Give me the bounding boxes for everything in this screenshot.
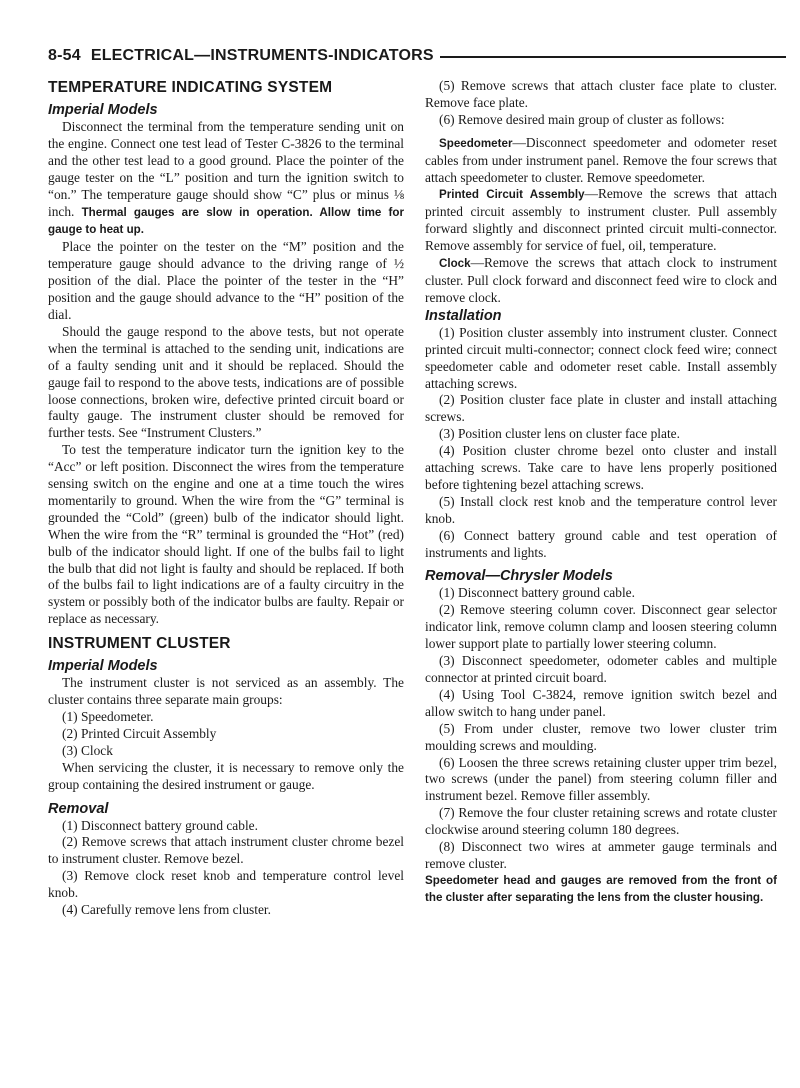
chrysler-step: (1) Disconnect battery ground cable.	[439, 585, 635, 601]
install-step: (5) Install clock rest knob and the temperature control lever knob.	[425, 493, 777, 526]
speedometer-paragraph	[425, 135, 777, 187]
header-rule	[440, 56, 786, 58]
subhead-installation: Installation	[425, 307, 502, 324]
subhead-imperial-models: Imperial Models	[48, 102, 158, 118]
removal-step: (5) Remove screws that attach cluster face plate to cluster. Remove face plate.	[425, 78, 777, 110]
chrysler-step: (8) Disconnect two wires at ammeter gauge terminals and remove cluster.	[425, 839, 777, 871]
subhead-cluster-imperial: Imperial Models	[48, 658, 158, 675]
clock-label: Clock	[439, 257, 471, 271]
page-header-title: ELECTRICAL—INSTRUMENTS-INDICATORS	[90, 47, 434, 64]
subhead-removal: Removal	[48, 800, 109, 817]
section-title-temperature: TEMPERATURE INDICATING SYSTEM	[48, 79, 333, 96]
page-header	[48, 44, 786, 68]
page-number: 8-54	[48, 47, 81, 64]
subhead-removal-chrysler: Removal—Chrysler Models	[425, 568, 613, 585]
group-item: (1) Speedometer.	[62, 709, 154, 724]
pca-paragraph	[425, 186, 777, 255]
install-step: (3) Position cluster lens on cluster face plate.	[439, 426, 680, 442]
cluster-paragraph-2: When servicing the cluster, it is necessary to remove only the group containing the desired instrument or gauge.	[48, 759, 404, 792]
install-step: (4) Position cluster chrome bezel onto cluster and install attaching screws. Take care to have lens properly positioned before tightening bezel attaching screws.	[425, 443, 777, 492]
temp-paragraph-2: Place the pointer on the tester on the “M” position and the temperature gauge should advance to the driving range of ½ position of the dial. Place the pointer of the tester in the “H” position and the gauge should advance to the “H” position of the dial.	[48, 239, 404, 322]
removal-step: (6) Remove desired main group of cluster as follows:	[439, 111, 725, 127]
speedometer-label: Speedometer	[439, 136, 513, 150]
install-step: (2) Position cluster face plate in cluster and install attaching screws.	[425, 392, 777, 425]
install-step: (6) Connect battery ground cable and test operation of instruments and lights.	[425, 527, 777, 560]
speedometer-text: —Disconnect speedometer and odometer reset cables from under instrument panel. Remove the four screws that attach speedometer to cluster. Remove speedometer.	[425, 134, 777, 185]
final-note: Speedometer head and gauges are removed from the front of the cluster after separating the lens from the cluster housing.	[425, 873, 777, 904]
group-item: (2) Printed Circuit Assembly	[62, 725, 217, 741]
chrysler-step: (7) Remove the four cluster retaining screws and rotate cluster clockwise around steering column 180 degrees.	[425, 805, 777, 838]
right-column	[425, 78, 777, 907]
removal-step: (1) Disconnect battery ground cable.	[62, 817, 258, 833]
removal-step: (3) Remove clock reset knob and temperature control level knob.	[48, 868, 404, 901]
chrysler-step: (4) Using Tool C-3824, remove ignition switch bezel and allow switch to hang under panel.	[425, 686, 777, 719]
group-item: (3) Clock	[62, 742, 113, 758]
clock-paragraph	[425, 255, 777, 307]
clock-text: —Remove the screws that attach clock to instrument cluster. Pull clock forward and disconnect feed wire to clock and remove clock.	[425, 255, 777, 305]
temp-paragraph-3: Should the gauge respond to the above tests, but not operate when the terminal is attached to the sending unit, indications are of a faulty sending unit and it should be replaced. Should the gauge fail to respond to the above tests, indications are of possible loose connections, broken wire, defective printed circuit board or faulty gauge. The instrument cluster should be removed for further tests. See “Instrument Clusters.”	[48, 323, 404, 441]
pca-label: Printed Circuit Assembly	[439, 188, 585, 202]
cluster-paragraph-1: The instrument cluster is not serviced as an assembly. The cluster contains three separate main groups:	[48, 675, 404, 708]
removal-step: (4) Carefully remove lens from cluster.	[62, 902, 271, 918]
chrysler-step: (3) Disconnect speedometer, odometer cables and multiple connector at printed circuit board.	[425, 653, 777, 685]
install-step: (1) Position cluster assembly into instrument cluster. Connect printed circuit multi-connector; connect clock feed wire; connect speedometer cable and odometer reset cable. Install assembly attaching screws.	[425, 324, 777, 391]
chrysler-step: (6) Loosen the three screws retaining cluster upper trim bezel, two screws (under the panel) from steering column filler and instrument bezel. Remove filler assembly.	[425, 754, 777, 804]
left-column	[48, 78, 404, 919]
temp-paragraph-1	[48, 119, 404, 239]
temp-p1-bold: Thermal gauges are slow in operation. Allow time for gauge to heat up.	[48, 205, 404, 237]
section-title-cluster: INSTRUMENT CLUSTER	[48, 635, 231, 653]
temp-paragraph-4: To test the temperature indicator turn the ignition key to the “Acc” or left position. Disconnect the wires from the temperature sensing switch on the engine and one at a time touch the wires momentarily to ground. When the wire from the “G” terminal is grounded the “Cold” (green) bulb of the indicator should light. When the wire from the “R” terminal is grounded the “Hot” (red) bulb of the indicator should light. If one of the bulbs fail to light the bulb that did not light is faulty and should be replaced. If both of the bulbs fail to light indications are of a faulty circuitry in the system or possibly both of the indicator bulbs are faulty. Repair or replace as necessary.	[48, 442, 404, 627]
removal-step: (2) Remove screws that attach instrument cluster chrome bezel to instrument cluster. Remove bezel.	[48, 834, 404, 867]
chrysler-step: (5) From under cluster, remove two lower cluster trim moulding screws and moulding.	[425, 720, 777, 753]
chrysler-step: (2) Remove steering column cover. Disconnect gear selector indicator link, remove column clamp and loosen steering column lower support plate to partially lower steering column.	[425, 602, 777, 652]
temp-p1-text: Disconnect the terminal from the temperature sending unit on the engine. Connect one test lead of Tester C-3826 to the terminal and the other test lead to a good ground. Place the pointer of the gauge tester on the “L” position and turn the ignition switch to “on.” The temperature gauge should show “C” plus or minus ⅛ inch.	[48, 119, 404, 219]
pca-text: —Remove the screws that attach printed circuit assembly to instrument cluster. Pull assembly forward slightly and disconnect printed circuit multi-connector. Remove assembly for service of fuel, oil, temperature.	[425, 186, 777, 254]
